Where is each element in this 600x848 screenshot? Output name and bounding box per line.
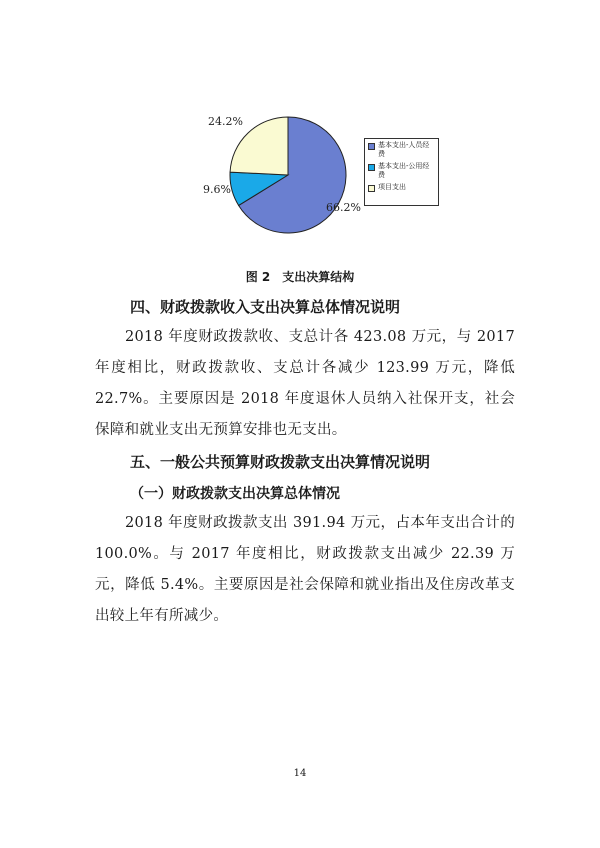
legend-label: 基本支出-公用经费 bbox=[378, 162, 430, 179]
slice-label-project: 24.2% bbox=[208, 115, 243, 128]
section5-paragraph bbox=[95, 508, 515, 632]
legend-swatch-personnel bbox=[368, 143, 375, 150]
slice-label-personnel: 66.2% bbox=[326, 201, 361, 214]
legend-item-project bbox=[368, 183, 435, 192]
section4-heading: 四、财政拨款收入支出决算总体情况说明 bbox=[130, 298, 401, 316]
page-number: 14 bbox=[293, 768, 307, 779]
legend-item-public bbox=[368, 162, 435, 180]
section5-heading: 五、一般公共预算财政拨款支出决算情况说明 bbox=[130, 453, 431, 471]
legend-label: 项目支出 bbox=[378, 183, 406, 191]
section4-paragraph bbox=[95, 322, 515, 446]
slice-label-public: 9.6% bbox=[203, 183, 231, 196]
section5-subheading: （一）财政拨款支出决算总体情况 bbox=[130, 486, 340, 502]
figure-caption: 图 2 支出决算结构 bbox=[245, 270, 355, 284]
legend-item-personnel bbox=[368, 141, 435, 159]
chart-legend bbox=[364, 138, 439, 206]
section4-text: 2018 年度财政拨款收、支总计各 423.08 万元，与 2017 年度相比，财政拨款收、支总计各减少 123.99 万元，降低 22.7%。主要原因是 2018 年度退休人员纳入社保开支，社会保障和就业支出无预算安排也无支出。 bbox=[95, 329, 515, 438]
pie-chart bbox=[200, 105, 460, 245]
legend-swatch-public bbox=[368, 164, 375, 171]
section5-text: 2018 年度财政拨款支出 391.94 万元，占本年支出合计的 100.0%。与 2017 年度相比，财政拨款支出减少 22.39 万元，降低 5.4%。主要原因是社会保障和就业指出及住房改革支出较上年有所减少。 bbox=[95, 515, 515, 624]
legend-label: 基本支出-人员经费 bbox=[378, 141, 430, 158]
legend-swatch-project bbox=[368, 185, 375, 192]
